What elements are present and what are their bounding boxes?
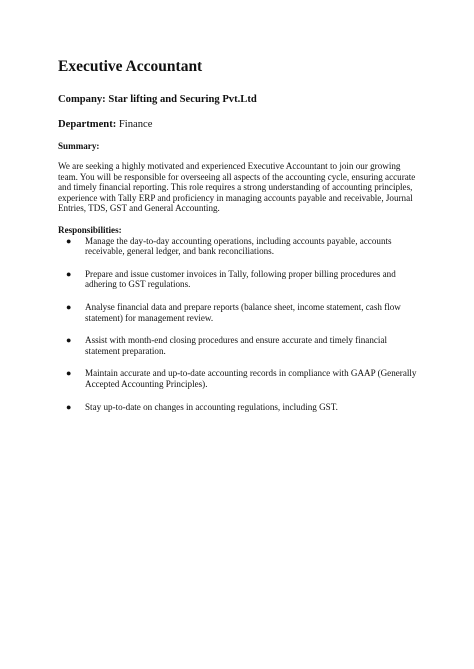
list-item-text: Analyse financial data and prepare reports (balance sheet, income statement, cash flow statement) for management review. (85, 301, 401, 323)
company-label: Company: (58, 94, 106, 105)
list-item (58, 236, 420, 257)
page-title: Executive Accountant (58, 58, 203, 75)
list-item (58, 368, 420, 389)
summary-text: We are seeking a highly motivated and experienced Executive Accountant to join our growing team. You will be responsible for overseeing all aspects of the accounting cycle, ensuring accurate and timely financial reporting. This role requires a strong understanding of accounting principles, experience with Tally ERP and proficiency in managing accounts payable and receivable, Journal Entries, TDS, GST and General Accounting. (58, 161, 416, 214)
responsibilities-heading: Responsibilities: (58, 224, 122, 235)
bullet-icon: ● (66, 335, 72, 346)
company-value: Star lifting and Securing Pvt.Ltd (108, 94, 257, 105)
document-page (58, 58, 423, 424)
bullet-icon: ● (66, 235, 72, 246)
summary-heading: Summary: (58, 141, 100, 151)
list-item-text: Assist with month-end closing procedures and ensure accurate and timely financial statement preparation. (85, 335, 388, 356)
list-item-text: Maintain accurate and up-to-date accounting records in compliance with GAAP (Generally Accepted Accounting Principles). (85, 368, 417, 389)
bullet-icon: ● (66, 268, 72, 279)
list-item (58, 402, 420, 413)
company-line (58, 93, 423, 106)
list-item (58, 335, 420, 356)
list-item (58, 269, 420, 290)
bullet-icon: ● (66, 368, 72, 379)
list-item-text: Prepare and issue customer invoices in Tally, following proper billing procedures and adhering to GST regulations. (85, 268, 396, 290)
responsibilities-list (58, 236, 423, 413)
list-item-text: Stay up-to-date on changes in accounting regulations, including GST. (85, 401, 338, 412)
list-item-text: Manage the day-to-day accounting operations, including accounts payable, accounts receivable, general ledger, and bank reconciliations. (85, 235, 392, 257)
department-line (58, 118, 423, 131)
bullet-icon: ● (66, 301, 72, 312)
list-item (58, 302, 420, 323)
department-label: Department: (58, 119, 117, 130)
department-value: Finance (118, 119, 153, 130)
bullet-icon: ● (66, 401, 72, 412)
